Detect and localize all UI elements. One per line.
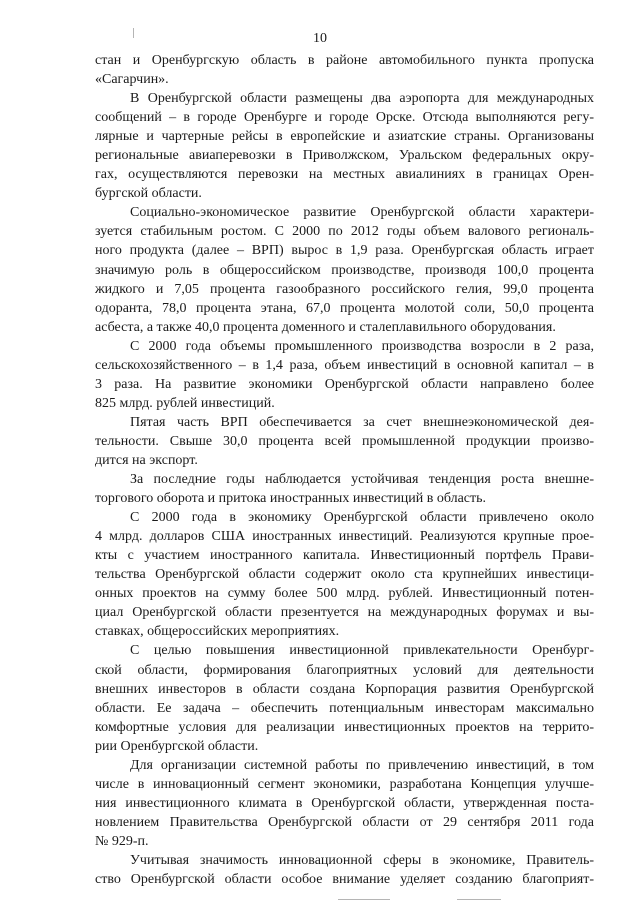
paragraph (95, 851, 594, 889)
paragraph (95, 89, 594, 203)
text-line: С 2000 года в экономику Оренбургской области привлечено около (130, 510, 594, 526)
scan-artifact-line (338, 899, 390, 900)
text-line: ного продукта (далее – ВРП) вырос в 1,9 раза. Оренбургская область играет (95, 243, 594, 259)
text-line: Учитывая значимость инновационной сферы в экономике, Правитель- (130, 852, 594, 868)
text-line: новлением Правительства Оренбургской области от 29 сентября 2011 года (95, 814, 594, 830)
text-line: Пятая часть ВРП обеспечивается за счет внешнеэкономической дея- (130, 414, 594, 430)
text-line: ния инвестиционного климата в Оренбургской области, утвержденная поста- (95, 795, 594, 811)
paragraph (95, 756, 594, 851)
text-line: рии Оренбургской области. (95, 738, 259, 754)
text-line: области. Ее задача – обеспечить потенциальным инвесторам максимально (95, 700, 594, 716)
text-line: 4 млрд. долларов США иностранных инвестиций. Реализуются крупные проe- (95, 529, 594, 545)
text-line: стан и Оренбургскую область в районе автомобильного пункта пропуска (95, 53, 594, 68)
text-line: ской области, формирования благоприятных условий для деятельности (95, 662, 594, 678)
scan-artifact-line (133, 28, 134, 38)
paragraph (95, 641, 594, 755)
text-line: одоранта, 78,0 процента этана, 67,0 процента молотой соли, 50,0 процента (95, 300, 594, 316)
text-line: зуется стабильным ростом. С 2000 по 2012 годы объем валового региональ- (95, 224, 594, 240)
text-line: Социально-экономическое развитие Оренбургской области характери- (130, 205, 594, 221)
paragraph (95, 203, 594, 336)
text-line: онных проектов на сумму более 500 млрд. рублей. Инвестиционный потен- (95, 586, 594, 602)
text-line: сельскохозяйственного – в 1,4 раза, объем инвестиций в основной капитал – в (95, 357, 594, 373)
text-line: С 2000 года объемы промышленного производства возросли в 2 раза, (130, 338, 594, 354)
text-line: За последние годы наблюдается устойчивая тенденция роста внешне- (130, 472, 594, 488)
text-line: асбеста, а также 40,0 процента доменного и сталеплавильного оборудования. (95, 319, 556, 335)
text-line: гах, осуществляются перевозки на местных авиалиниях в границах Орен- (95, 167, 594, 183)
paragraph (95, 470, 594, 508)
text-line: кты с участием иностранного капитала. Инвестиционный портфель Прави- (95, 548, 594, 564)
text-line: С целью повышения инвестиционной привлекательности Оренбург- (130, 643, 594, 659)
text-line: внешних инвесторов в области создана Корпорация развития Оренбургской (95, 681, 594, 697)
text-line: тельства Оренбургской области содержит около ста крупнейших инвестици- (95, 567, 594, 583)
page-number: 10 (313, 31, 327, 46)
text-line: торгового оборота и притока иностранных инвестиций в область. (95, 491, 487, 507)
text-line: сообщений – в городе Оренбурге и городе Орске. Отсюда выполняются регу- (95, 110, 594, 126)
text-line: 825 млрд. рублей инвестиций. (95, 395, 275, 411)
text-line: бургской области. (95, 186, 202, 202)
text-line: Для организации системной работы по привлечению инвестиций, в том (130, 757, 594, 773)
text-line: дится на экспорт. (95, 452, 198, 468)
text-line: «Сагарчин». (95, 72, 169, 88)
scan-artifact-line (457, 899, 501, 900)
paragraph (95, 508, 594, 641)
text-line: значимую роль в общероссийском производстве, производя 100,0 процента (95, 262, 594, 278)
text-line: тельности. Свыше 30,0 процента всей промышленной продукции произво- (95, 433, 594, 449)
paragraph (95, 51, 594, 89)
text-line: циал Оренбургской области презентуется на международных форумах и вы- (95, 605, 594, 621)
text-line: В Оренбургской области размещены два аэропорта для международных (130, 91, 594, 107)
text-line: № 929-п. (95, 833, 149, 849)
paragraph (95, 413, 594, 470)
text-line: региональные авиаперевозки в Приволжском, Уральском федеральных окру- (95, 148, 594, 164)
text-line: лярные и чартерные рейсы в европейские и азиатские страны. Организованы (95, 129, 594, 145)
document-body (95, 51, 594, 889)
paragraph (95, 337, 594, 413)
text-line: 3 раза. На развитие экономики Оренбургской области направлено более (95, 376, 594, 392)
text-line: числе в инновационный сегмент экономики, разработана Концепция улучше- (95, 776, 594, 792)
text-line: комфортные условия для реализации инвестиционных проектов на террито- (95, 719, 594, 735)
text-line: ство Оренбургской области особое внимание уделяет созданию благоприят- (95, 872, 594, 888)
text-line: ставках, общероссийских мероприятиях. (95, 624, 340, 640)
text-line: жидкого и 7,05 процента газообразного российского гелия, 99,0 процента (95, 281, 594, 297)
